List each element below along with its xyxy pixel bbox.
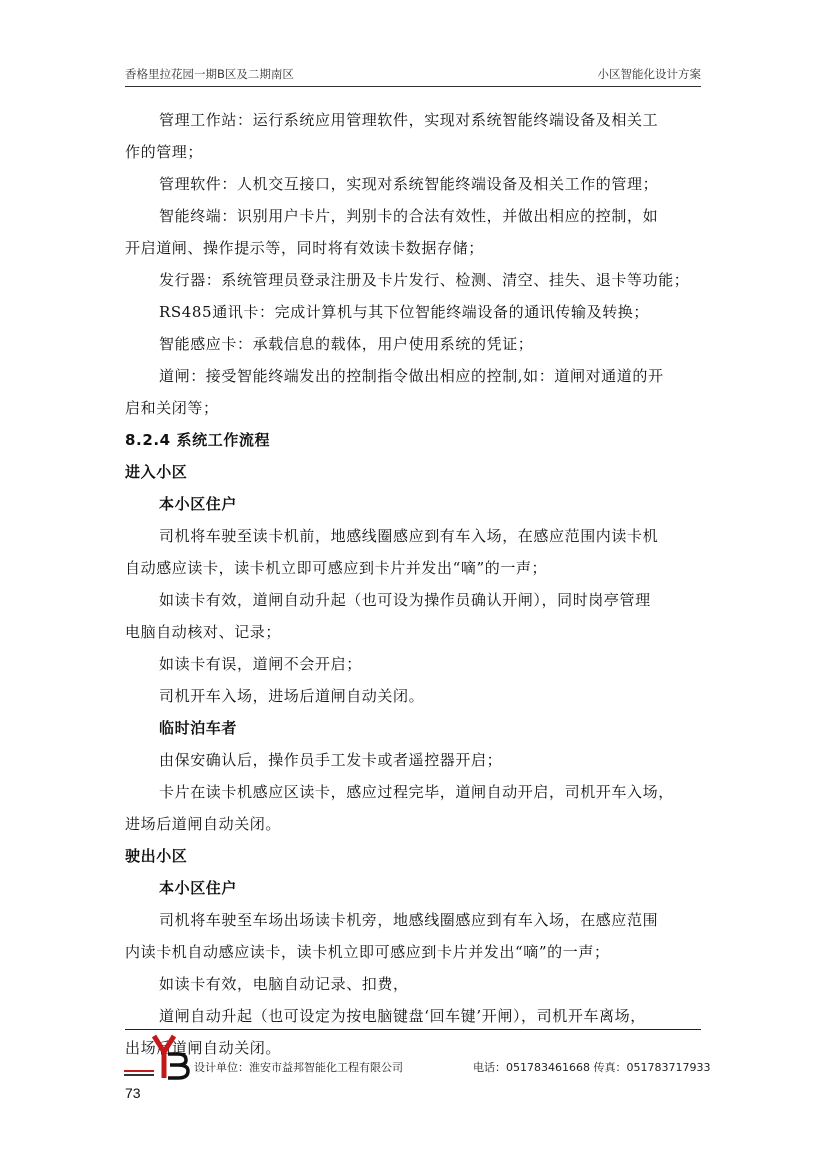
paragraph-line: 司机开车入场，进场后道闸自动关闭。 [159, 687, 425, 705]
paragraph-line: 内读卡机自动感应读卡，读卡机立即可感应到卡片并发出“嘀”的一声； [125, 943, 610, 961]
footer-design-unit: 设计单位：淮安市益邦智能化工程有限公司 [194, 1061, 403, 1074]
page-number: 73 [125, 1085, 141, 1101]
footer-contact: 电话：051783461668 传真：051783717933 [473, 1061, 711, 1074]
paragraph-line: 启和关闭等； [125, 399, 219, 417]
sub-subsection-heading: 本小区住户 [159, 495, 238, 513]
paragraph-line: 管理软件：人机交互接口，实现对系统智能终端设备及相关工作的管理； [159, 175, 659, 193]
header-project-name: 香格里拉花园一期B区及二期南区 [125, 67, 294, 81]
header-document-title: 小区智能化设计方案 [597, 67, 701, 81]
paragraph-line: 卡片在读卡机感应区读卡，感应过程完毕，道闸自动开启，司机开车入场， [159, 783, 674, 801]
paragraph-line: 发行器：系统管理员登录注册及卡片发行、检测、清空、挂失、退卡等功能； [159, 271, 690, 289]
paragraph-line: 出场后道闸自动关闭。 [125, 1039, 282, 1057]
section-heading: 8.2.4 系统工作流程 [125, 431, 271, 449]
paragraph-line: 如读卡有误，道闸不会开启； [159, 655, 362, 673]
page-header [125, 64, 701, 87]
paragraph-line: 如读卡有效，道闸自动升起（也可设为操作员确认开闸），同时岗亭管理 [159, 591, 651, 609]
paragraph-line: 道闸：接受智能终端发出的控制指令做出相应的控制,如：道闸对通道的开 [159, 367, 664, 385]
sub-subsection-heading: 临时泊车者 [159, 719, 238, 737]
paragraph-line: 开启道闸、操作提示等，同时将有效读卡数据存储； [125, 239, 484, 257]
paragraph-line: 如读卡有效，电脑自动记录、扣费， [159, 975, 409, 993]
paragraph-line: 司机将车驶至读卡机前，地感线圈感应到有车入场，在感应范围内读卡机 [159, 527, 659, 545]
document-body [125, 104, 703, 1064]
company-logo [122, 1034, 192, 1080]
paragraph-line: 进场后道闸自动关闭。 [125, 815, 282, 833]
footer-divider [125, 1029, 701, 1030]
paragraph-line: 智能感应卡：承载信息的载体，用户使用系统的凭证； [159, 335, 534, 353]
paragraph-line: 司机将车驶至车场出场读卡机旁，地感线圈感应到有车入场，在感应范围 [159, 911, 659, 929]
paragraph-line: 由保安确认后，操作员手工发卡或者遥控器开启； [159, 751, 503, 769]
paragraph-line: 作的管理； [125, 143, 204, 161]
sub-subsection-heading: 本小区住户 [159, 879, 238, 897]
paragraph-line: 自动感应读卡，读卡机立即可感应到卡片并发出“嘀”的一声； [125, 559, 548, 577]
subsection-heading: 进入小区 [125, 463, 188, 481]
paragraph-line: 管理工作站：运行系统应用管理软件，实现对系统智能终端设备及相关工 [159, 111, 659, 129]
paragraph-line: 道闸自动升起（也可设定为按电脑键盘‘回车键’开闸），司机开车离场， [159, 1007, 646, 1025]
paragraph-line: 智能终端：识别用户卡片，判别卡的合法有效性，并做出相应的控制，如 [159, 207, 659, 225]
subsection-heading: 驶出小区 [125, 847, 188, 865]
paragraph-line: 电脑自动核对、记录； [125, 623, 282, 641]
paragraph-line: RS485通讯卡：完成计算机与其下位智能终端设备的通讯传输及转换； [159, 303, 650, 321]
